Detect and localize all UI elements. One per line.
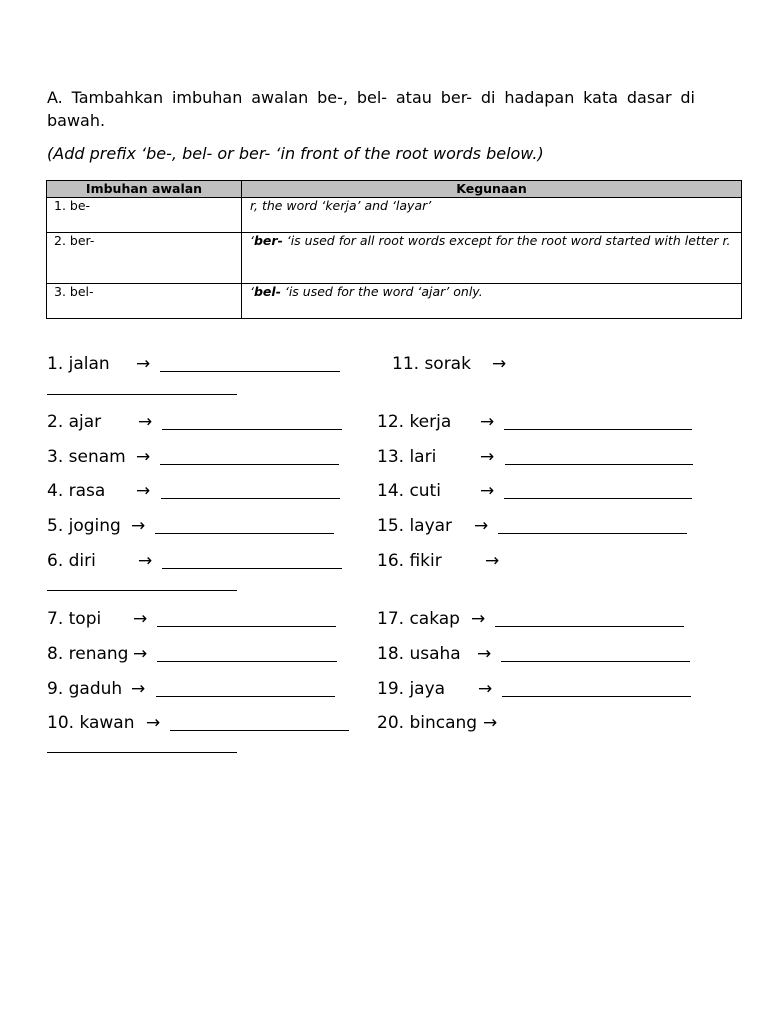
exercise-item: [377, 412, 495, 432]
answer-blank-line[interactable]: [504, 498, 692, 499]
exercise-item: [47, 354, 151, 374]
exercise-item: [47, 644, 148, 664]
answer-blank-line[interactable]: [155, 533, 334, 534]
header-imbuhan-awalan: Imbuhan awalan: [47, 181, 242, 198]
exercise-root-word: 19. jaya: [377, 679, 446, 699]
table-row: [47, 198, 742, 233]
exercise-item: [47, 679, 146, 699]
exercise-root-word: 2. ajar: [47, 412, 102, 432]
arrow-right-icon: →: [133, 609, 148, 629]
arrow-right-icon: →: [492, 354, 507, 374]
arrow-right-icon: →: [483, 713, 498, 733]
arrow-right-icon: →: [136, 447, 151, 467]
prefix-cell: 3. bel-: [47, 284, 242, 319]
arrow-right-icon: →: [485, 551, 500, 571]
arrow-right-icon: →: [131, 679, 146, 699]
arrow-right-icon: →: [480, 447, 495, 467]
table-header-row: [47, 181, 742, 198]
exercise-root-word: 8. renang: [47, 644, 129, 664]
exercise-item: [47, 447, 151, 467]
exercise-item: [377, 516, 489, 536]
table-row: [47, 284, 742, 319]
answer-blank-line[interactable]: [162, 429, 342, 430]
exercise-item: [392, 354, 507, 374]
exercise-root-word: 15. layar: [377, 516, 453, 536]
exercise-item: [47, 481, 151, 501]
exercise-item: [47, 713, 161, 733]
exercise-root-word: 18. usaha: [377, 644, 461, 664]
exercise-item: [377, 481, 495, 501]
exercise-item: [47, 412, 153, 432]
exercise-item: [47, 551, 153, 571]
answer-blank-line[interactable]: [162, 568, 342, 569]
exercise-root-word: 16. fikir: [377, 551, 442, 571]
exercise-item: [377, 644, 492, 664]
usage-quote: ‘: [250, 233, 254, 248]
exercise-root-word: 4. rasa: [47, 481, 106, 501]
arrow-right-icon: →: [480, 412, 495, 432]
table-row: [47, 233, 742, 284]
arrow-right-icon: →: [131, 516, 146, 536]
answer-blank-line[interactable]: [160, 464, 339, 465]
answer-blank-line[interactable]: [502, 696, 691, 697]
prefix-cell: 2. ber-: [47, 233, 242, 284]
usage-quote: ‘: [250, 284, 254, 299]
exercise-root-word: 3. senam: [47, 447, 126, 467]
answer-blank-line[interactable]: [498, 533, 687, 534]
arrow-right-icon: →: [138, 551, 153, 571]
prefix-table: [46, 180, 742, 319]
exercise-root-word: 9. gaduh: [47, 679, 123, 699]
exercise-root-word: 13. lari: [377, 447, 437, 467]
answer-blank-line[interactable]: [47, 394, 237, 395]
exercise-item: [377, 447, 495, 467]
exercise-root-word: 14. cuti: [377, 481, 441, 501]
usage-prefix-key: ber-: [253, 233, 283, 248]
answer-blank-line[interactable]: [157, 661, 337, 662]
arrow-right-icon: →: [138, 412, 153, 432]
arrow-right-icon: →: [477, 644, 492, 664]
exercise-root-word: 17. cakap: [377, 609, 460, 629]
answer-blank-line[interactable]: [170, 730, 349, 731]
answer-blank-line[interactable]: [495, 626, 684, 627]
exercise-item: [377, 679, 493, 699]
exercise-item: [47, 609, 148, 629]
usage-text: ‘is used for the word ‘ajar’ only.: [280, 284, 483, 299]
exercise-root-word: 1. jalan: [47, 354, 110, 374]
answer-blank-line[interactable]: [47, 752, 237, 753]
arrow-right-icon: →: [478, 679, 493, 699]
exercise-root-word: 10. kawan: [47, 713, 135, 733]
instruction-english: (Add prefix ‘be-, bel- or ber- ‘in front of the root words below.): [47, 144, 544, 163]
exercise-root-word: 20. bincang: [377, 713, 478, 733]
usage-prefix-key: bel-: [253, 284, 281, 299]
usage-cell: [242, 233, 742, 284]
arrow-right-icon: →: [133, 644, 148, 664]
answer-blank-line[interactable]: [504, 429, 692, 430]
exercise-root-word: 5. joging: [47, 516, 121, 536]
answer-blank-line[interactable]: [505, 464, 693, 465]
exercise-item: [377, 713, 498, 733]
exercise-item: [47, 516, 146, 536]
usage-cell: r, the word ‘kerja’ and ‘layar’: [242, 198, 742, 233]
answer-blank-line[interactable]: [501, 661, 690, 662]
instruction-malay: A. Tambahkan imbuhan awalan be-, bel- atau ber- di hadapan kata dasar di bawah.: [47, 88, 695, 130]
exercise-item: [377, 551, 500, 571]
prefix-cell: 1. be-: [47, 198, 242, 233]
answer-blank-line[interactable]: [161, 498, 340, 499]
answer-blank-line[interactable]: [156, 696, 335, 697]
arrow-right-icon: →: [480, 481, 495, 501]
exercise-root-word: 12. kerja: [377, 412, 452, 432]
answer-blank-line[interactable]: [160, 371, 340, 372]
answer-blank-line[interactable]: [47, 590, 237, 591]
exercise-root-word: 7. topi: [47, 609, 102, 629]
arrow-right-icon: →: [146, 713, 161, 733]
answer-blank-line[interactable]: [157, 626, 336, 627]
usage-cell: [242, 284, 742, 319]
arrow-right-icon: →: [471, 609, 486, 629]
arrow-right-icon: →: [474, 516, 489, 536]
arrow-right-icon: →: [136, 354, 151, 374]
usage-text: ‘is used for all root words except for the root word started with letter r.: [282, 233, 731, 248]
exercise-root-word: 11. sorak: [392, 354, 471, 374]
exercise-root-word: 6. diri: [47, 551, 96, 571]
arrow-right-icon: →: [136, 481, 151, 501]
exercise-item: [377, 609, 486, 629]
header-kegunaan: Kegunaan: [242, 181, 742, 198]
